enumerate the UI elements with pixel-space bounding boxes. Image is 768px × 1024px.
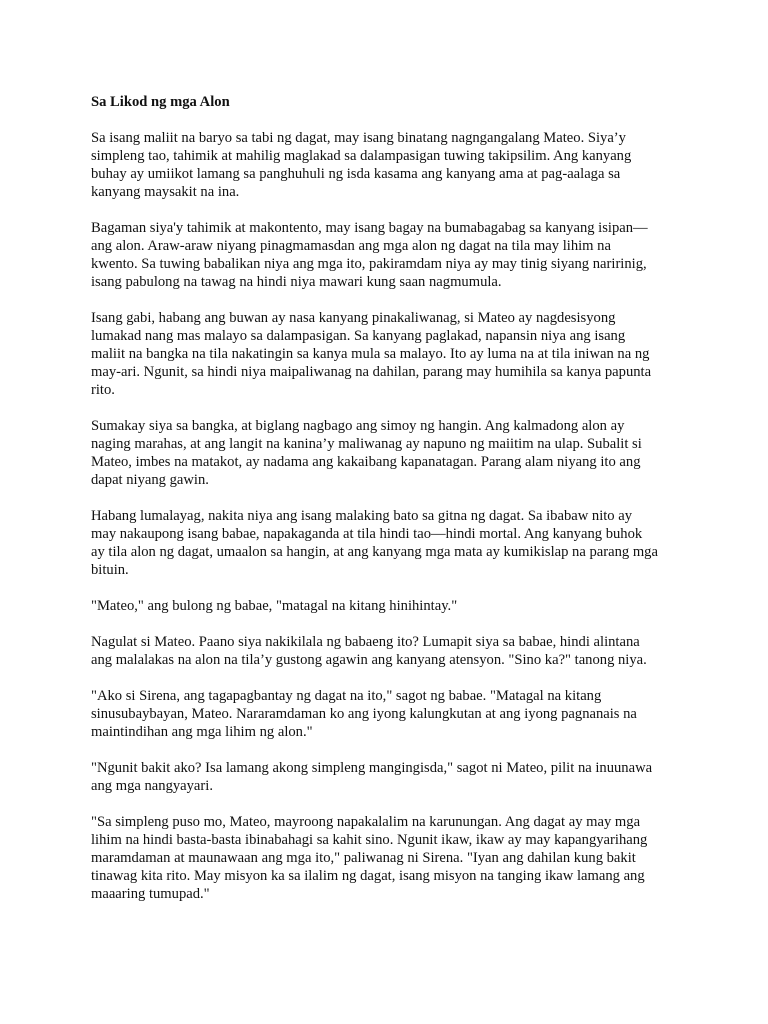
paragraph-line: Nagulat si Mateo. Paano siya nakikilala ng babaeng ito? Lumapit siya sa babae, hindi alintana <box>91 634 640 650</box>
paragraph <box>91 219 681 291</box>
paragraph-line: maliit na bangka na tila nakatingin sa kanya mula sa malayo. Ito ay luma na at tila iniwan na ng <box>91 346 650 362</box>
paragraph-line: lumakad nang mas malayo sa dalampasigan. Sa kanyang paglakad, napansin niya ang isang <box>91 328 626 344</box>
paragraph-line: Mateo, imbes na matakot, ay nadama ang kakaibang kapanatagan. Parang alam niyang ito ang <box>91 454 641 470</box>
paragraph <box>91 813 681 903</box>
paragraph-line: Sumakay siya sa bangka, at biglang nagbago ang simoy ng hangin. Ang kalmadong alon ay <box>91 418 625 434</box>
paragraph-list <box>91 129 681 903</box>
paragraph-line: ay tila alon ng dagat, umaalon sa hangin, at ang kanyang mga mata ay kumikislap na parang mga <box>91 544 658 560</box>
paragraph <box>91 129 681 201</box>
paragraph <box>91 597 681 615</box>
paragraph-line: Habang lumalayag, nakita niya ang isang malaking bato sa gitna ng dagat. Sa ibabaw nito ay <box>91 508 633 524</box>
paragraph-line: ang alon. Araw-araw niyang pinagmamasdan ang mga alon ng dagat na tila may lihim na <box>91 238 611 254</box>
paragraph-line: bituin. <box>91 562 129 578</box>
paragraph-line: ang malalakas na alon na tila’y gustong agawin ang kanyang atensyon. "Sino ka?" tanong niya. <box>91 652 647 668</box>
paragraph-line: kwento. Sa tuwing babalikan niya ang mga ito, pakiramdam niya ay may tinig siyang naririnig, <box>91 256 647 272</box>
paragraph-line: "Mateo," ang bulong ng babae, "matagal na kitang hinihintay." <box>91 598 458 614</box>
paragraph <box>91 759 681 795</box>
paragraph-line: Isang gabi, habang ang buwan ay nasa kanyang pinakaliwanag, si Mateo ay nagdesisyong <box>91 310 616 326</box>
paragraph <box>91 633 681 669</box>
paragraph <box>91 507 681 579</box>
paragraph-line: "Sa simpleng puso mo, Mateo, mayroong napakalalim na karunungan. Ang dagat ay may mga <box>91 814 641 830</box>
paragraph-line: tinawag kita rito. May misyon ka sa ilalim ng dagat, isang misyon na tanging ikaw lamang ang <box>91 868 645 884</box>
paragraph-line: simpleng tao, tahimik at mahilig maglakad sa dalampasigan tuwing takipsilim. Ang kanyang <box>91 148 632 164</box>
paragraph-line: "Ako si Sirena, ang tagapagbantay ng dagat na ito," sagot ng babae. "Matagal na kitang <box>91 688 602 704</box>
paragraph-line: rito. <box>91 382 115 398</box>
paragraph-line: lihim na hindi basta-basta ibinabahagi sa kahit sino. Ngunit ikaw, ikaw ay may kapangyarihang <box>91 832 648 848</box>
paragraph-line: buhay ay umiikot lamang sa panghuhuli ng isda kasama ang kanyang ama at pag-aalaga sa <box>91 166 621 182</box>
paragraph-line: maaaring tumupad." <box>91 886 210 902</box>
paragraph-line: dapat niyang gawin. <box>91 472 209 488</box>
paragraph-line: maintindihan ang mga lihim ng alon." <box>91 724 313 740</box>
paragraph-line: maramdaman at maunawaan ang mga ito," paliwanag ni Sirena. "Iyan ang dahilan kung bakit <box>91 850 636 866</box>
paragraph-line: naging marahas, at ang langit na kanina’y maliwanag ay napuno ng maiitim na ulap. Subalit si <box>91 436 642 452</box>
document-body <box>91 93 681 921</box>
paragraph-line: kanyang maysakit na ina. <box>91 184 240 200</box>
document-title: Sa Likod ng mga Alon <box>91 94 230 110</box>
paragraph <box>91 309 681 399</box>
paragraph-line: Bagaman siya'y tahimik at makontento, may isang bagay na bumabagabag sa kanyang isipan— <box>91 220 648 236</box>
paragraph-line: may nakaupong isang babae, napakaganda at tila hindi tao—hindi mortal. Ang kanyang buhok <box>91 526 643 542</box>
paragraph-line: ang mga nangyayari. <box>91 778 213 794</box>
paragraph <box>91 687 681 741</box>
paragraph-line: "Ngunit bakit ako? Isa lamang akong simpleng mangingisda," sagot ni Mateo, pilit na inuunawa <box>91 760 653 776</box>
paragraph <box>91 417 681 489</box>
paragraph-line: isang pabulong na tawag na hindi niya mawari kung saan nagmumula. <box>91 274 502 290</box>
paragraph-line: sinusubaybayan, Mateo. Nararamdaman ko ang iyong kalungkutan at ang iyong pagnanais na <box>91 706 637 722</box>
paragraph-line: may-ari. Ngunit, sa hindi niya maipaliwanag na dahilan, parang may humihila sa kanya papunta <box>91 364 652 380</box>
paragraph-line: Sa isang maliit na baryo sa tabi ng dagat, may isang binatang nagngangalang Mateo. Siya’y <box>91 130 626 146</box>
